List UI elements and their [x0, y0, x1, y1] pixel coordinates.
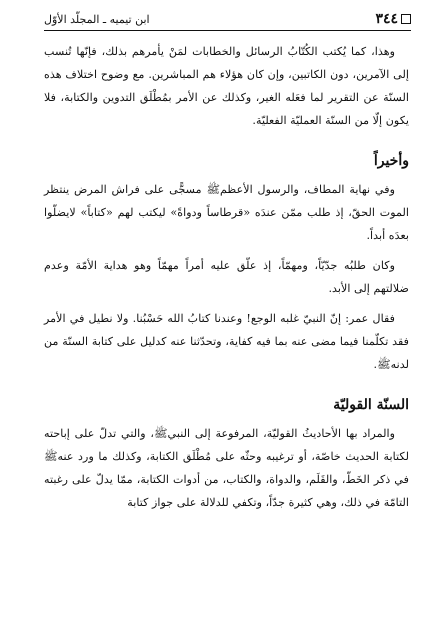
running-head	[44, 10, 411, 28]
page-number	[375, 11, 411, 27]
paragraph: وهذا، كما يُكتب الكُتّابُ الرسائل والخطابات لمَنْ يأمرهم بذلك، فإنّها تُنسب إلى الآمرين، دون الكاتبين، وإن كان هؤلاء هم المباشرين. مع وضوح اختلاف هذه السنّة عن التقرير لما فعَله الغير، وكذلك عن الأمر بمُطْلَق التدوين والكتابة، فلا يكون إلّا من السنّة العمليّة الفعليّة.	[44, 45, 409, 127]
paragraph: وكان طلبُه جدّيّاً، ومهمّاً، إذ علّق عليه أمراً مهمّاً وهو هداية الأمّة وعدم ضلالتهم إلى الأبد.	[44, 259, 409, 295]
section-heading: وأخيراً	[373, 153, 409, 169]
paragraph: فقال عمر: إنّ النبيّ غلبه الوجع! وعندنا كتابُ الله حَسْبُنا. ولا نطيل في الأمر فقد تكلّمنا فيما مضى عنه بما فيه كفاية، وتحدّثنا عنه كدليل على كتابة السنّة من لدنهﷺ.	[44, 312, 409, 371]
section-heading: السنّة القوليّة	[333, 397, 409, 413]
paragraph: وفي نهاية المطاف، والرسول الأعظمﷺ مسجًّى على فراش المرض ينتظر الموت الحقّ، إذ طلب ممّن عندَه «قرطاساً ودواةً» ليكتب لهم «كتاباً» لايضلّوا بعدَه أبداً.	[44, 183, 409, 242]
page-number-text: ٣٤٤	[375, 11, 398, 27]
page-body	[44, 40, 409, 521]
page-marker-box-icon	[401, 14, 411, 24]
header-rule	[44, 30, 411, 31]
running-title: ابن تيميه ـ المجلّد الأوّل	[44, 12, 150, 26]
paragraph: والمراد بها الأحاديثُ القوليّة، المرفوعة إلى النبيﷺ، والتي تدلّ على إباحته لكتابة الحديث خاصّة، أو ترغيبه وحثّه على مُطْلَق الكتابة، وكذلك ما ورد عنهﷺ في ذكر الخَطّ، والقَلَم، والدواة، والكتاب، من أدوات الكتابة، ممّا يدلّ على رغبته التامّة في ذلك، وهي كثيرة جدّاً، وتكفي للدلالة على جواز كتابة	[44, 427, 409, 509]
